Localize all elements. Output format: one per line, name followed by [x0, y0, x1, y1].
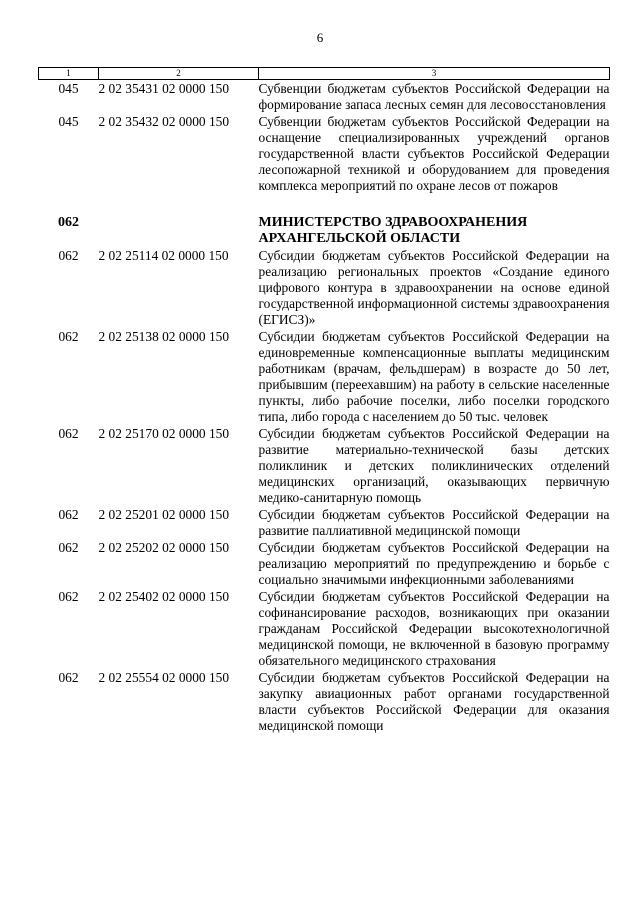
budget-classification-code: 2 02 25170 02 0000 150 — [98, 426, 230, 441]
budget-codes-table — [38, 67, 610, 734]
budget-classification-code: 2 02 25202 02 0000 150 — [98, 540, 230, 555]
revenue-description: Субсидии бюджетам субъектов Российской Федерации на развитие материально-технической базы детских поликлиник и детских поликлинических отделений медицинских организаций, оказывающих первичную медико-санитарную помощь — [258, 426, 610, 505]
budget-classification-code: 2 02 25114 02 0000 150 — [98, 248, 229, 263]
table-row — [39, 113, 610, 194]
admin-code: 045 — [58, 81, 79, 96]
column-number-row — [39, 68, 610, 80]
budget-classification-code: 2 02 35432 02 0000 150 — [98, 114, 230, 129]
table-row — [39, 247, 610, 328]
budget-classification-code: 2 02 25138 02 0000 150 — [98, 329, 230, 344]
table-row — [39, 588, 610, 669]
revenue-description: Субсидии бюджетам субъектов Российской Федерации на единовременные компенсационные выплаты медицинским работникам (врачам, фельдшерам) в возрасте до 50 лет, прибывшим (переехавшим) на работу в сельские населенные пункты, либо рабочие поселки, либо поселки городского типа, либо города с населением до 50 тыс. человек — [258, 329, 610, 424]
revenue-description: Субвенции бюджетам субъектов Российской Федерации на формирование запаса лесных семян для лесовосстановления — [258, 81, 610, 112]
section-heading-row — [39, 214, 610, 247]
section-title: МИНИСТЕРСТВО ЗДРАВООХРАНЕНИЯ АРХАНГЕЛЬСКОЙ ОБЛАСТИ — [258, 215, 528, 246]
budget-classification-code: 2 02 25554 02 0000 150 — [98, 670, 230, 685]
table-row — [39, 328, 610, 425]
revenue-description: Субсидии бюджетам субъектов Российской Федерации на развитие паллиативной медицинской помощи — [258, 507, 610, 538]
admin-code: 045 — [58, 114, 79, 129]
column-number-2: 2 — [99, 68, 259, 80]
revenue-description: Субсидии бюджетам субъектов Российской Федерации на софинансирование расходов, возникающих при оказании гражданам Российской Федерации высокотехнологичной медицинской помощи, не включенной в базовую программу обязательного медицинского страхования — [258, 589, 610, 668]
table-row — [39, 539, 610, 588]
budget-classification-code: 2 02 25201 02 0000 150 — [98, 507, 230, 522]
revenue-description: Субсидии бюджетам субъектов Российской Федерации на реализацию региональных проектов «Создание единого цифрового контура в здравоохранении на основе единой государственной информационной системы здравоохранения (ЕГИСЗ)» — [258, 248, 610, 327]
admin-code: 062 — [58, 248, 79, 263]
admin-code: 062 — [58, 329, 79, 344]
page-number: 6 — [316, 30, 324, 45]
row-spacer — [39, 194, 610, 214]
section-admin-code: 062 — [58, 215, 79, 230]
budget-classification-code: 2 02 35431 02 0000 150 — [98, 81, 230, 96]
table-row — [39, 80, 610, 114]
table-row — [39, 669, 610, 734]
admin-code: 062 — [58, 589, 79, 604]
table-row — [39, 425, 610, 506]
admin-code: 062 — [58, 507, 79, 522]
budget-classification-code: 2 02 25402 02 0000 150 — [98, 589, 230, 604]
admin-code: 062 — [58, 540, 79, 555]
admin-code: 062 — [58, 670, 79, 685]
table-row — [39, 506, 610, 539]
empty-cell — [99, 214, 259, 247]
admin-code: 062 — [58, 426, 79, 441]
revenue-description: Субсидии бюджетам субъектов Российской Федерации на реализацию мероприятий по предупреждению и борьбе с социально значимыми инфекционными заболеваниями — [258, 540, 610, 587]
column-number-3: 3 — [259, 68, 610, 80]
revenue-description: Субсидии бюджетам субъектов Российской Федерации на закупку авиационных работ органами государственной власти субъектов Российской Федерации для оказания медицинской помощи — [258, 670, 610, 733]
revenue-description: Субвенции бюджетам субъектов Российской Федерации на оснащение специализированных учреждений органов государственной власти субъектов Российской Федерации лесопожарной техникой и оборудованием для проведения комплекса мероприятий по охране лесов от пожаров — [258, 114, 610, 193]
column-number-1: 1 — [39, 68, 99, 80]
